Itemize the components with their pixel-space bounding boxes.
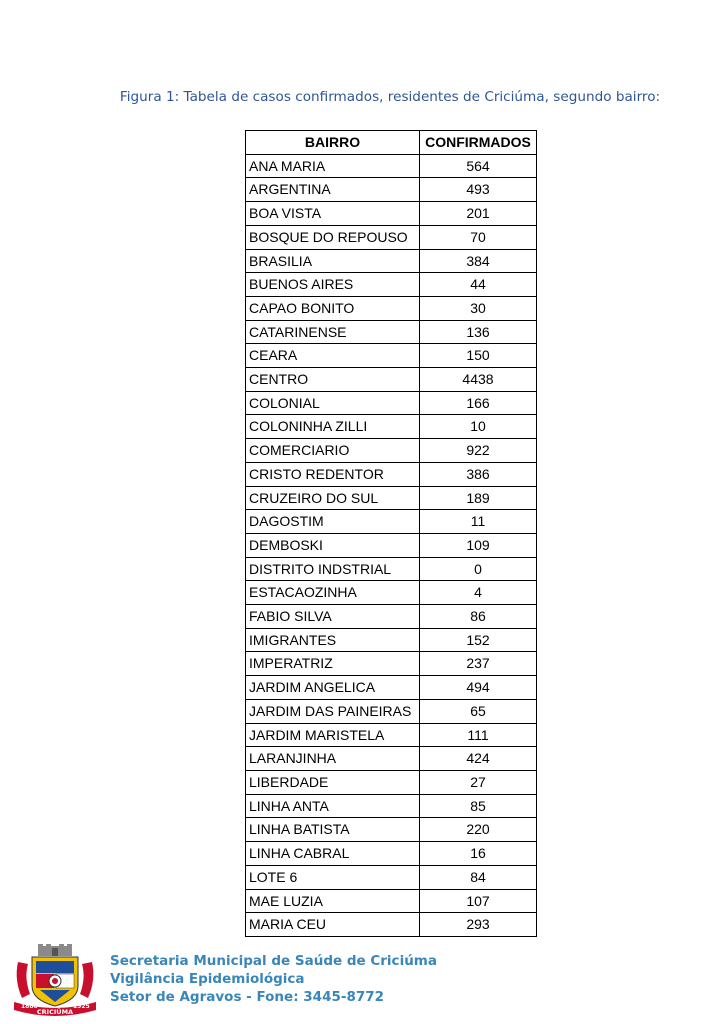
bairro-cell: ARGENTINA	[246, 178, 420, 202]
bairro-cell: DISTRITO INDSTRIAL	[246, 557, 420, 581]
confirmados-cell: 85	[420, 794, 537, 818]
footer-text-block	[110, 952, 437, 1006]
table-row	[246, 249, 537, 273]
table-row	[246, 889, 537, 913]
table-row	[246, 605, 537, 629]
confirmados-cell: 293	[420, 913, 537, 937]
bairro-cell: LOTE 6	[246, 865, 420, 889]
confirmados-cell: 111	[420, 723, 537, 747]
figure-caption: Figura 1: Tabela de casos confirmados, residentes de Criciúma, segundo bairro:	[119, 89, 661, 105]
logo-banner-text: CRICIÚMA	[36, 1008, 74, 1016]
table-row	[246, 557, 537, 581]
table-row	[246, 818, 537, 842]
confirmados-cell: 70	[420, 225, 537, 249]
table-header-row	[246, 131, 537, 155]
table-row	[246, 154, 537, 178]
confirmados-cell: 4438	[420, 368, 537, 392]
table-row	[246, 368, 537, 392]
table-row	[246, 581, 537, 605]
table-body	[246, 154, 537, 936]
table-row	[246, 225, 537, 249]
bairro-cell: FABIO SILVA	[246, 605, 420, 629]
bairro-cell: ESTACAOZINHA	[246, 581, 420, 605]
footer-setor-contato: Setor de Agravos - Fone: 3445-8772	[110, 989, 385, 1005]
table-row	[246, 533, 537, 557]
confirmados-cell: 150	[420, 344, 537, 368]
bairro-cell: COMERCIARIO	[246, 439, 420, 463]
table-row	[246, 391, 537, 415]
table-row	[246, 320, 537, 344]
confirmados-cell: 152	[420, 628, 537, 652]
confirmados-cell: 107	[420, 889, 537, 913]
table-row	[246, 794, 537, 818]
confirmados-cell: 424	[420, 747, 537, 771]
logo-year-left: 1880	[21, 1003, 38, 1010]
table-row	[246, 439, 537, 463]
confirmados-cell: 16	[420, 842, 537, 866]
bairro-cell: DAGOSTIM	[246, 510, 420, 534]
table-row	[246, 344, 537, 368]
confirmados-cell: 86	[420, 605, 537, 629]
confirmados-cell: 166	[420, 391, 537, 415]
bairro-cell: LINHA CABRAL	[246, 842, 420, 866]
table-row	[246, 273, 537, 297]
bairro-cell: ANA MARIA	[246, 154, 420, 178]
bairro-cell: LINHA ANTA	[246, 794, 420, 818]
table-row	[246, 510, 537, 534]
confirmados-cell: 11	[420, 510, 537, 534]
bairro-cell: MAE LUZIA	[246, 889, 420, 913]
confirmados-cell: 84	[420, 865, 537, 889]
confirmados-cell: 27	[420, 770, 537, 794]
confirmados-cell: 4	[420, 581, 537, 605]
table-row	[246, 628, 537, 652]
bairro-cell: LINHA BATISTA	[246, 818, 420, 842]
confirmados-cell: 0	[420, 557, 537, 581]
bairro-cell: JARDIM DAS PAINEIRAS	[246, 699, 420, 723]
bairro-cell: IMPERATRIZ	[246, 652, 420, 676]
bairro-cell: CATARINENSE	[246, 320, 420, 344]
confirmados-cell: 564	[420, 154, 537, 178]
header-confirmados: CONFIRMADOS	[420, 131, 537, 155]
bairro-cell: CAPAO BONITO	[246, 296, 420, 320]
confirmados-cell: 30	[420, 296, 537, 320]
table-row	[246, 296, 537, 320]
logo-year-right: 1925	[73, 1003, 90, 1010]
table-row	[246, 747, 537, 771]
confirmados-cell: 493	[420, 178, 537, 202]
bairro-cell: BOA VISTA	[246, 202, 420, 226]
bairro-cell: IMIGRANTES	[246, 628, 420, 652]
table-row	[246, 202, 537, 226]
footer-vigilancia: Vigilância Epidemiológica	[110, 971, 305, 987]
header-bairro: BAIRRO	[246, 131, 420, 155]
confirmados-cell: 44	[420, 273, 537, 297]
confirmados-cell: 65	[420, 699, 537, 723]
bairro-cell: BRASILIA	[246, 249, 420, 273]
bairro-cell: COLONINHA ZILLI	[246, 415, 420, 439]
cases-table	[245, 130, 537, 937]
bairro-cell: CRISTO REDENTOR	[246, 462, 420, 486]
table-row	[246, 415, 537, 439]
bairro-cell: LARANJINHA	[246, 747, 420, 771]
table-row	[246, 178, 537, 202]
footer	[12, 944, 712, 1016]
bairro-cell: DEMBOSKI	[246, 533, 420, 557]
table-row	[246, 842, 537, 866]
bairro-cell: JARDIM ANGELICA	[246, 676, 420, 700]
confirmados-cell: 109	[420, 533, 537, 557]
confirmados-cell: 136	[420, 320, 537, 344]
bairro-cell: CEARA	[246, 344, 420, 368]
table-row	[246, 723, 537, 747]
confirmados-cell: 189	[420, 486, 537, 510]
bairro-cell: JARDIM MARISTELA	[246, 723, 420, 747]
confirmados-cell: 220	[420, 818, 537, 842]
confirmados-cell: 384	[420, 249, 537, 273]
table-row	[246, 486, 537, 510]
table-row	[246, 865, 537, 889]
confirmados-cell: 201	[420, 202, 537, 226]
bairro-cell: CRUZEIRO DO SUL	[246, 486, 420, 510]
bairro-cell: CENTRO	[246, 368, 420, 392]
table-row	[246, 770, 537, 794]
table-row	[246, 676, 537, 700]
confirmados-cell: 922	[420, 439, 537, 463]
bairro-cell: COLONIAL	[246, 391, 420, 415]
table-row	[246, 913, 537, 937]
footer-secretaria: Secretaria Municipal de Saúde de Criciúma	[110, 953, 437, 969]
confirmados-cell: 237	[420, 652, 537, 676]
confirmados-cell: 494	[420, 676, 537, 700]
bairro-cell: LIBERDADE	[246, 770, 420, 794]
table-row	[246, 699, 537, 723]
bairro-cell: BOSQUE DO REPOUSO	[246, 225, 420, 249]
table-row	[246, 652, 537, 676]
confirmados-cell: 386	[420, 462, 537, 486]
table-row	[246, 462, 537, 486]
bairro-cell: BUENOS AIRES	[246, 273, 420, 297]
confirmados-cell: 10	[420, 415, 537, 439]
criciuma-coat-of-arms-logo	[12, 944, 98, 1016]
bairro-cell: MARIA CEU	[246, 913, 420, 937]
